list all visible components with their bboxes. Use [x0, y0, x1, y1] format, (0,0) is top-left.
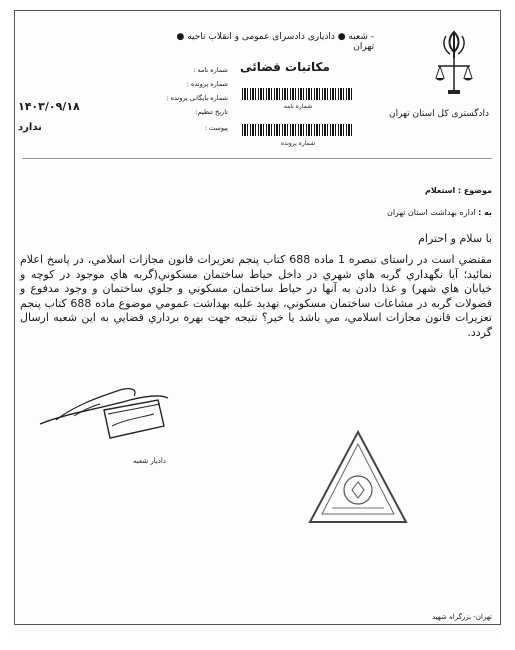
subject-label: موضوع :	[457, 186, 492, 195]
greeting: با سلام و احترام	[418, 232, 492, 245]
letter-page	[14, 10, 501, 640]
letter-barcode-label: شماره نامه	[283, 103, 313, 110]
letter-barcode	[242, 88, 354, 100]
footer-address: تهران- بزرگراه شهید	[432, 613, 492, 621]
document-title: مکاتبات قضائی	[240, 60, 330, 74]
letter-body: مقتضي است در راستای تبصره 1 ماده 688 کتاب پنجم تعزیرات قانون مجازات اسلامي، در پاسخ اعلام نمائید؛ آیا نگهداري گربه هاي شهري در داخل حیاط ساختمان مسکوني(گربه هاي موجود در کوچه و خیابان هاي شهر) و غذا دادن به آنها در حیاط ساختمان مسکوني و جلوي ساختمان و وجود مدفوع و فضولات گربه در مشاعات ساختمان مسکوني، تهدید علیه بهداشت عمومي موضوع ماده 688 کتاب پنجم تعزیرات قانون مجازات اسلامي، مي باشد یا خیر؟ نتیجه جهت بهره برداري قضایي به این شعبه ارسال گردد.	[20, 253, 493, 339]
date-value: ۱۴۰۳/۰۹/۱۸	[18, 100, 80, 113]
attachment-label: پیوست :	[204, 124, 228, 132]
attachment-value: ندارد	[18, 122, 42, 133]
recipient-line	[274, 208, 492, 217]
date-label: تاریخ تنظیم:	[195, 108, 228, 116]
signer-title: دادیار شعبه	[133, 457, 166, 465]
archive-no-label: شماره بایگانی پرونده :	[166, 94, 228, 102]
official-seal-icon	[306, 428, 410, 528]
letter-no-label: شماره نامه :	[193, 66, 228, 74]
subject-value: استعلام	[424, 186, 456, 195]
case-barcode-label: شماره پرونده	[280, 140, 316, 147]
court-name: دادگستری کل استان تهران	[388, 109, 490, 119]
subject-line	[314, 186, 492, 195]
case-barcode	[242, 124, 354, 136]
signature-icon	[34, 380, 184, 450]
case-no-label: شماره پرونده :	[186, 80, 228, 88]
justice-emblem-icon	[432, 28, 476, 98]
recipient-label: به :	[478, 208, 492, 217]
branch-line: - شعبه ● دادیاری دادسرای عمومی و انقلاب ناحیه ● تهران	[176, 32, 374, 52]
recipient-value: اداره بهداشت استان تهران	[386, 208, 476, 217]
header-divider	[22, 158, 492, 159]
